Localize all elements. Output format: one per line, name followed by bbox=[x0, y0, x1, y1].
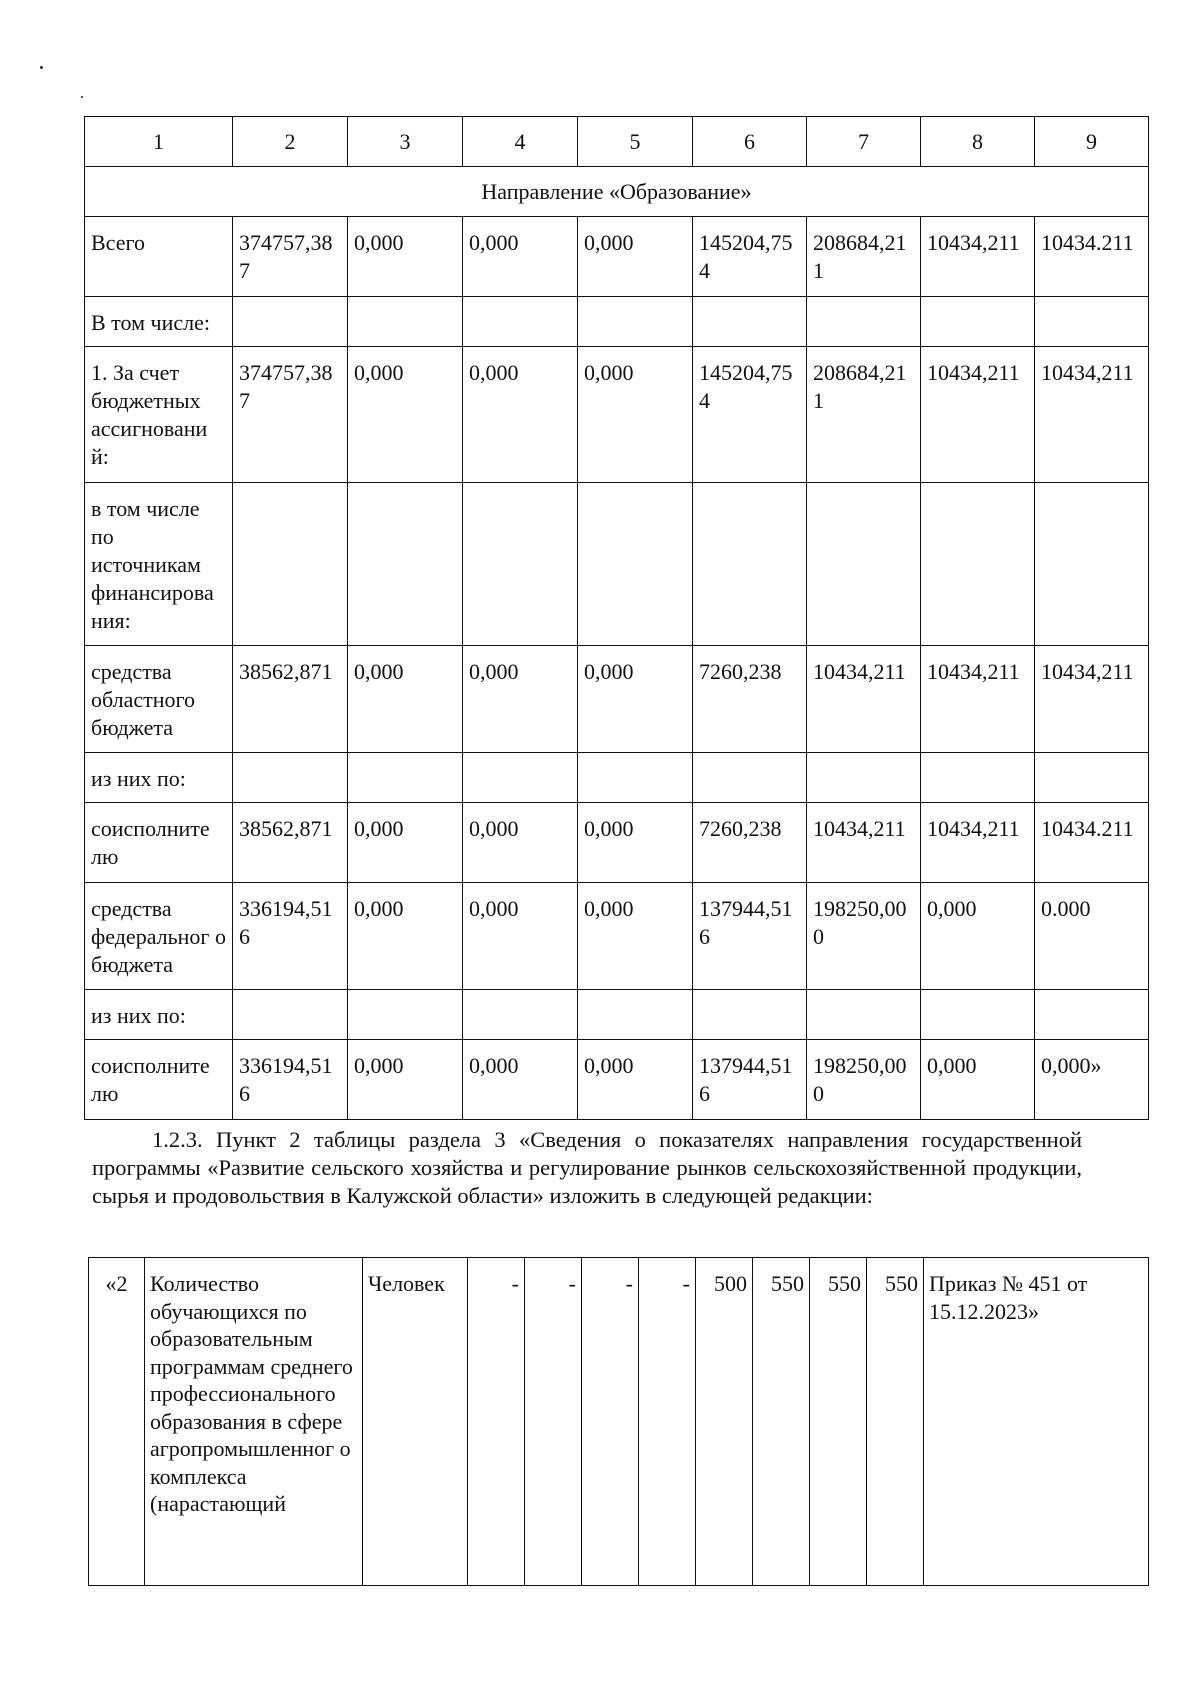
table-cell bbox=[578, 753, 693, 803]
table-cell: 0,000» bbox=[1035, 1040, 1149, 1120]
section-title: Направление «Образование» bbox=[85, 167, 1149, 217]
row-label: 1. За счет бюджетных ассигновани й: bbox=[85, 347, 233, 483]
table-cell bbox=[348, 297, 463, 347]
amendment-paragraph: 1.2.3. Пункт 2 таблицы раздела 3 «Сведения о показателях направления государственной программы «Развитие сельского хозяйства и регулирование рынков сельскохозяйственной продукции, сырья и продовольствия в Калужской области» изложить в следующей редакции: bbox=[92, 1127, 1082, 1208]
indicator-source-document: Приказ № 451 от 15.12.2023» bbox=[924, 1258, 1149, 1586]
table-cell: 10434,211 bbox=[921, 803, 1035, 883]
row-label: Всего bbox=[85, 217, 233, 297]
table-cell: 145204,754 bbox=[693, 217, 807, 297]
table-cell bbox=[921, 753, 1035, 803]
column-number: 7 bbox=[807, 117, 921, 167]
indicator-value: - bbox=[582, 1258, 639, 1586]
table-cell: 0,000 bbox=[463, 347, 578, 483]
table-cell: 38562,871 bbox=[233, 803, 348, 883]
table-cell: 0,000 bbox=[578, 1040, 693, 1120]
table-cell bbox=[233, 990, 348, 1040]
indicator-value: - bbox=[639, 1258, 696, 1586]
table-cell: 0,000 bbox=[921, 883, 1035, 990]
table-cell: 10434.211 bbox=[1035, 217, 1149, 297]
table-row bbox=[85, 1040, 1149, 1120]
row-label: из них по: bbox=[85, 753, 233, 803]
table-cell bbox=[921, 297, 1035, 347]
table-cell bbox=[807, 297, 921, 347]
table-row bbox=[85, 217, 1149, 297]
table-row bbox=[85, 883, 1149, 990]
indicator-value: 550 bbox=[810, 1258, 867, 1586]
table-cell bbox=[463, 990, 578, 1040]
table-cell bbox=[233, 297, 348, 347]
scan-speck bbox=[81, 96, 83, 98]
row-label: средства областного бюджета bbox=[85, 646, 233, 753]
indicator-table bbox=[88, 1257, 1149, 1586]
table-cell: 137944,516 bbox=[693, 883, 807, 990]
table-row bbox=[85, 646, 1149, 753]
column-number: 9 bbox=[1035, 117, 1149, 167]
table-cell: 374757,387 bbox=[233, 347, 348, 483]
row-label: соисполните лю bbox=[85, 803, 233, 883]
table-cell bbox=[233, 483, 348, 646]
table-cell bbox=[807, 990, 921, 1040]
table-cell: 336194,516 bbox=[233, 1040, 348, 1120]
table-cell bbox=[463, 297, 578, 347]
row-label: соисполните лю bbox=[85, 1040, 233, 1120]
table-cell: 0,000 bbox=[463, 646, 578, 753]
column-number: 1 bbox=[85, 117, 233, 167]
table-cell: 0.000 bbox=[1035, 883, 1149, 990]
column-number: 5 bbox=[578, 117, 693, 167]
row-label: средства федеральног о бюджета bbox=[85, 883, 233, 990]
section-row bbox=[85, 167, 1149, 217]
table-cell bbox=[463, 753, 578, 803]
table-cell: 7260,238 bbox=[693, 803, 807, 883]
table-cell: 336194,516 bbox=[233, 883, 348, 990]
table-cell: 10434,211 bbox=[807, 803, 921, 883]
table-cell: 10434,211 bbox=[807, 646, 921, 753]
table-cell bbox=[921, 483, 1035, 646]
table-cell: 0,000 bbox=[463, 1040, 578, 1120]
table-row bbox=[85, 297, 1149, 347]
column-number: 8 bbox=[921, 117, 1035, 167]
table-cell: 0,000 bbox=[578, 803, 693, 883]
table-cell: 0,000 bbox=[463, 883, 578, 990]
table-cell bbox=[463, 483, 578, 646]
row-label: из них по: bbox=[85, 990, 233, 1040]
table-cell: 10434,211 bbox=[1035, 646, 1149, 753]
table-row bbox=[85, 753, 1149, 803]
table-cell: 0,000 bbox=[921, 1040, 1035, 1120]
table-cell: 0,000 bbox=[578, 883, 693, 990]
table-cell bbox=[693, 297, 807, 347]
table-row bbox=[89, 1258, 1149, 1586]
table-row bbox=[85, 483, 1149, 646]
table-cell: 10434,211 bbox=[921, 217, 1035, 297]
table-cell bbox=[1035, 753, 1149, 803]
table-row bbox=[85, 347, 1149, 483]
indicator-value: 550 bbox=[867, 1258, 924, 1586]
column-number-row bbox=[85, 117, 1149, 167]
table-cell: 137944,516 bbox=[693, 1040, 807, 1120]
table-cell: 0,000 bbox=[463, 217, 578, 297]
table-cell: 10434,211 bbox=[921, 347, 1035, 483]
table-cell: 0,000 bbox=[348, 803, 463, 883]
table-cell: 208684,211 bbox=[807, 347, 921, 483]
table-cell: 0,000 bbox=[348, 646, 463, 753]
indicator-number: «2 bbox=[89, 1258, 145, 1586]
table-cell: 0,000 bbox=[578, 646, 693, 753]
column-number: 3 bbox=[348, 117, 463, 167]
table-cell bbox=[348, 753, 463, 803]
table-cell: 0,000 bbox=[348, 883, 463, 990]
column-number: 4 bbox=[463, 117, 578, 167]
table-cell: 208684,211 bbox=[807, 217, 921, 297]
indicator-value: 550 bbox=[753, 1258, 810, 1586]
table-cell: 0,000 bbox=[463, 803, 578, 883]
row-label: В том числе: bbox=[85, 297, 233, 347]
table-cell: 374757,387 bbox=[233, 217, 348, 297]
table-cell bbox=[578, 483, 693, 646]
table-row bbox=[85, 990, 1149, 1040]
table-cell: 38562,871 bbox=[233, 646, 348, 753]
table-cell bbox=[693, 483, 807, 646]
table-cell: 0,000 bbox=[578, 217, 693, 297]
table-cell bbox=[921, 990, 1035, 1040]
scan-speck bbox=[40, 66, 43, 69]
table-cell bbox=[1035, 297, 1149, 347]
table-cell: 10434,211 bbox=[921, 646, 1035, 753]
indicator-value: 500 bbox=[696, 1258, 753, 1586]
indicator-value: - bbox=[468, 1258, 525, 1586]
row-label: в том числе по источникам финансирова ния: bbox=[85, 483, 233, 646]
table-cell: 7260,238 bbox=[693, 646, 807, 753]
table-cell bbox=[1035, 990, 1149, 1040]
table-row bbox=[85, 803, 1149, 883]
table-cell: 10434.211 bbox=[1035, 803, 1149, 883]
table-cell: 0,000 bbox=[348, 217, 463, 297]
table-cell bbox=[578, 990, 693, 1040]
table-cell bbox=[807, 483, 921, 646]
financing-table bbox=[84, 116, 1149, 1120]
table-cell bbox=[693, 753, 807, 803]
indicator-unit: Человек bbox=[363, 1258, 468, 1586]
table-cell bbox=[348, 483, 463, 646]
table-cell: 0,000 bbox=[578, 347, 693, 483]
table-cell: 0,000 bbox=[348, 347, 463, 483]
indicator-name: Количество обучающихся по образовательным программам среднего профессионального образования в сфере агропромышленног о комплекса (нарастающий bbox=[145, 1258, 363, 1586]
column-number: 6 bbox=[693, 117, 807, 167]
column-number: 2 bbox=[233, 117, 348, 167]
table-cell bbox=[1035, 483, 1149, 646]
table-cell: 198250,000 bbox=[807, 1040, 921, 1120]
indicator-value: - bbox=[525, 1258, 582, 1586]
table-cell: 145204,754 bbox=[693, 347, 807, 483]
table-cell bbox=[807, 753, 921, 803]
table-cell bbox=[233, 753, 348, 803]
table-cell bbox=[578, 297, 693, 347]
table-cell bbox=[693, 990, 807, 1040]
table-cell: 0,000 bbox=[348, 1040, 463, 1120]
table-cell: 198250,000 bbox=[807, 883, 921, 990]
table-cell bbox=[348, 990, 463, 1040]
table-cell: 10434,211 bbox=[1035, 347, 1149, 483]
